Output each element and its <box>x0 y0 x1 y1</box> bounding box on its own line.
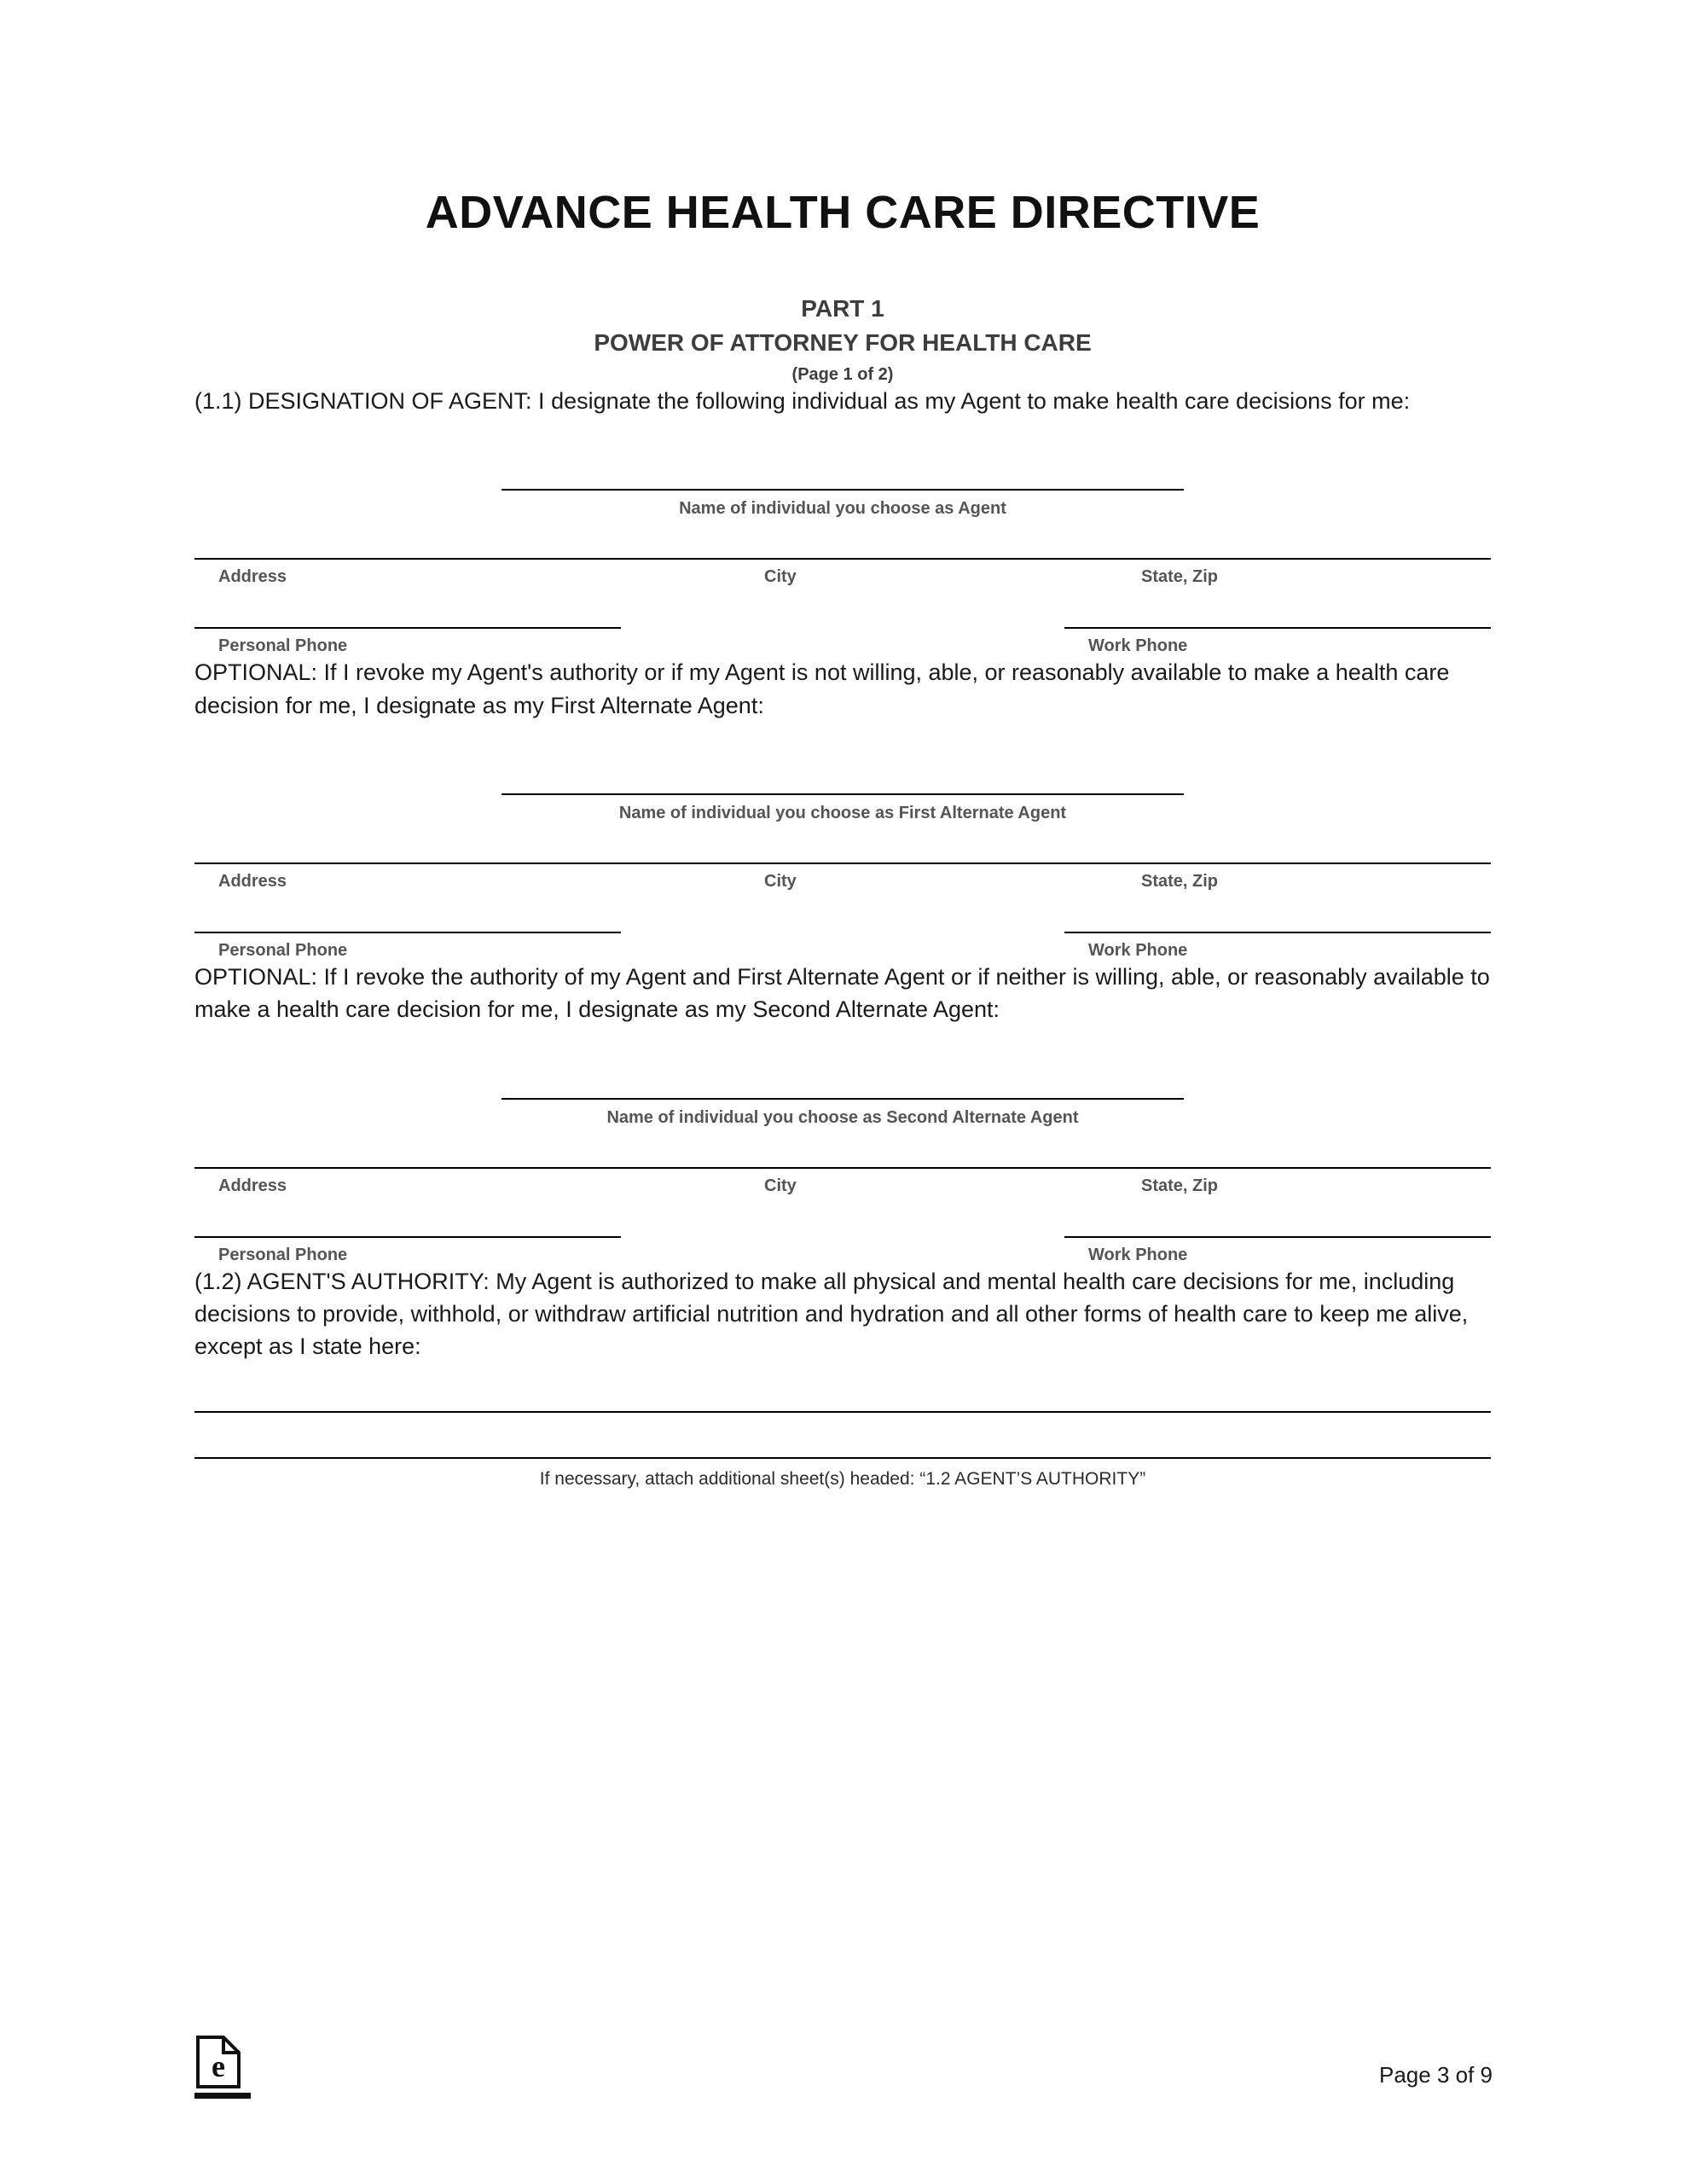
page-footer <box>194 2034 1493 2102</box>
agents-authority-intro: (1.2) AGENT'S AUTHORITY: My Agent is authorized to make all physical and mental health care decisions for me, including decisions to provide, withhold, or withdraw artificial nutrition and hydration and all other forms of health care to keep me alive, except as I state here: <box>194 1268 1469 1360</box>
first-alternate-state-zip-caption: State, Zip <box>1141 871 1219 891</box>
document-e-icon <box>194 2036 242 2088</box>
agent-personal-phone-field[interactable] <box>194 627 621 656</box>
eforms-logo <box>194 2036 258 2102</box>
page-title: ADVANCE HEALTH CARE DIRECTIVE <box>425 187 1261 238</box>
first-alternate-personal-phone-input-line[interactable] <box>194 932 621 933</box>
first-alternate-name-field[interactable] <box>194 793 1491 823</box>
second-alternate-personal-phone-field[interactable] <box>194 1236 621 1265</box>
first-alternate-work-phone-input-line[interactable] <box>1064 932 1491 933</box>
first-alternate-name-caption: Name of individual you choose as First Alternate Agent <box>618 803 1067 822</box>
first-alternate-phone-fields[interactable] <box>194 932 1491 961</box>
agent-name-input-line[interactable] <box>501 489 1184 491</box>
agent-address-field[interactable] <box>194 558 1491 591</box>
second-alternate-name-caption: Name of individual you choose as Second Alternate Agent <box>606 1107 1079 1127</box>
agent-phone-fields[interactable] <box>194 627 1491 656</box>
first-alternate-intro: OPTIONAL: If I revoke my Agent's authority or if my Agent is not willing, able, or reasonably available to make a health care decision for me, I designate as my First Alternate Agent: <box>194 659 1450 718</box>
first-alternate-city-caption: City <box>764 871 797 891</box>
agent-address-caption: Address <box>218 567 287 587</box>
second-alternate-work-phone-input-line[interactable] <box>1064 1236 1491 1238</box>
second-alternate-personal-phone-input-line[interactable] <box>194 1236 621 1238</box>
second-alternate-address-field[interactable] <box>194 1167 1491 1200</box>
agent-personal-phone-caption: Personal Phone <box>218 636 348 656</box>
agents-authority-answer-field[interactable] <box>194 1411 1491 1490</box>
first-alternate-address-caption: Address <box>218 871 287 891</box>
document-body <box>194 0 1491 1490</box>
first-alternate-address-field[interactable] <box>194 863 1491 896</box>
second-alternate-address-input-line[interactable] <box>194 1167 1491 1169</box>
agents-authority-line-2[interactable] <box>194 1457 1491 1459</box>
agent-personal-phone-input-line[interactable] <box>194 627 621 629</box>
part-page-indicator: (Page 1 of 2) <box>791 365 894 384</box>
logo-underline <box>194 2093 251 2099</box>
svg-text:e: e <box>212 2049 225 2083</box>
first-alternate-personal-phone-field[interactable] <box>194 932 621 961</box>
agent-city-caption: City <box>764 567 797 587</box>
second-alternate-state-zip-caption: State, Zip <box>1141 1176 1219 1195</box>
second-alternate-work-phone-caption: Work Phone <box>1088 1245 1188 1264</box>
second-alternate-address-caption: Address <box>218 1176 287 1195</box>
agents-authority-attach-note: If necessary, attach additional sheet(s) headed: “1.2 AGENT’S AUTHORITY” <box>539 1468 1146 1489</box>
first-alternate-personal-phone-caption: Personal Phone <box>218 940 348 960</box>
first-alternate-address-input-line[interactable] <box>194 863 1491 864</box>
page-number: Page 3 of 9 <box>1379 2062 1493 2088</box>
second-alternate-work-phone-field[interactable] <box>1064 1236 1491 1265</box>
agent-work-phone-field[interactable] <box>1064 627 1491 656</box>
first-alternate-name-input-line[interactable] <box>501 793 1184 795</box>
second-alternate-personal-phone-caption: Personal Phone <box>218 1245 348 1264</box>
agent-work-phone-input-line[interactable] <box>1064 627 1491 629</box>
second-alternate-name-input-line[interactable] <box>501 1098 1184 1100</box>
first-alternate-work-phone-field[interactable] <box>1064 932 1491 961</box>
second-alternate-name-field[interactable] <box>194 1098 1491 1128</box>
part-label: PART 1 <box>801 295 884 322</box>
second-alternate-phone-fields[interactable] <box>194 1236 1491 1265</box>
second-alternate-city-caption: City <box>764 1176 797 1195</box>
agent-state-zip-caption: State, Zip <box>1141 567 1219 587</box>
part-subtitle: POWER OF ATTORNEY FOR HEALTH CARE <box>594 329 1092 356</box>
first-alternate-work-phone-caption: Work Phone <box>1088 940 1188 960</box>
agent-name-field[interactable] <box>194 489 1491 519</box>
designation-intro: (1.1) DESIGNATION OF AGENT: I designate the following individual as my Agent to make health care decisions for me: <box>194 388 1411 414</box>
agent-name-caption: Name of individual you choose as Agent <box>679 499 1006 519</box>
second-alternate-intro: OPTIONAL: If I revoke the authority of my Agent and First Alternate Agent or if neither is willing, able, or reasonably available to make a health care decision for me, I designate as my Second Alternate Agent: <box>194 963 1490 1023</box>
agent-address-input-line[interactable] <box>194 558 1491 560</box>
agent-work-phone-caption: Work Phone <box>1088 636 1188 656</box>
